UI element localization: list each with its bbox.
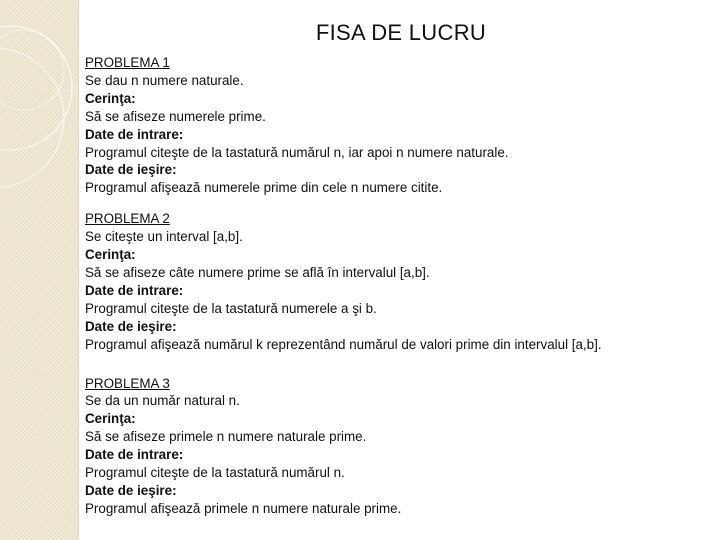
problem-block-2 xyxy=(85,210,705,353)
output-text: Programul afişează numerele prime din cele n numere citite. xyxy=(85,180,443,196)
page-title: FISA DE LUCRU xyxy=(315,20,487,45)
requirement-text: Să se afiseze câte numere prime se află în intervalul [a,b]. xyxy=(85,264,430,280)
problem-block-1 xyxy=(85,54,705,197)
requirement-text: Să se afiseze primele n numere naturale prime. xyxy=(85,429,367,445)
requirement-text: Să se afiseze numerele prime. xyxy=(85,108,266,124)
requirement-label: Cerinţa: xyxy=(85,90,136,106)
problem-statement: Se citeşte un interval [a,b]. xyxy=(85,229,243,245)
output-text: Programul afişează numărul k reprezentând numărul de valori prime din intervalul [a,b]. xyxy=(85,336,602,352)
spacer xyxy=(85,197,705,210)
decorative-side-band xyxy=(0,0,79,540)
problem-statement: Se da un număr natural n. xyxy=(85,393,240,409)
output-text: Programul afişează primele n numere naturale prime. xyxy=(85,500,402,516)
output-label: Date de ieşire: xyxy=(85,482,177,498)
requirement-label: Cerinţa: xyxy=(85,411,136,427)
input-text: Programul citeşte de la tastatură numărul n, iar apoi n numere naturale. xyxy=(85,144,509,160)
problem-block-3 xyxy=(85,375,705,518)
input-text: Programul citeşte de la tastatură numerele a şi b. xyxy=(85,300,377,316)
output-label: Date de ieşire: xyxy=(85,318,177,334)
problem-heading: PROBLEMA 3 xyxy=(85,375,170,391)
problem-heading: PROBLEMA 1 xyxy=(85,55,170,70)
output-label: Date de ieşire: xyxy=(85,162,177,178)
input-label: Date de intrare: xyxy=(85,126,184,142)
input-label: Date de intrare: xyxy=(85,282,184,298)
input-text: Programul citeşte de la tastatură numărul n. xyxy=(85,465,345,481)
decorative-circles xyxy=(0,0,78,540)
requirement-label: Cerinţa: xyxy=(85,247,136,263)
problem-statement: Se dau n numere naturale. xyxy=(85,72,244,88)
spacer xyxy=(85,354,705,375)
input-label: Date de intrare: xyxy=(85,447,184,463)
problem-heading: PROBLEMA 2 xyxy=(85,211,170,227)
worksheet-content xyxy=(85,54,705,518)
